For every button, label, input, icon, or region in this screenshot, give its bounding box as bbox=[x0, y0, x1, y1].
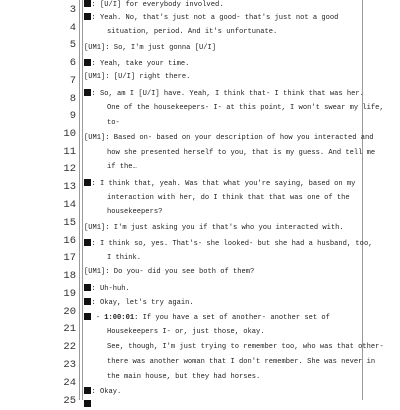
line-number: 21 bbox=[63, 323, 76, 335]
speaker-label: [UM1] bbox=[84, 44, 106, 52]
line-number: 10 bbox=[63, 128, 76, 140]
redaction-block bbox=[84, 0, 91, 7]
line-text: I think. bbox=[107, 254, 142, 262]
line-number: 18 bbox=[63, 270, 76, 282]
speaker-label: [UM1] bbox=[84, 224, 106, 232]
transcript-line bbox=[84, 268, 254, 277]
line-text: : Uh-huh. bbox=[91, 285, 130, 293]
redaction-block bbox=[84, 179, 91, 186]
transcript-line bbox=[84, 387, 121, 397]
line-text: interaction with her, do I think that that was one of the bbox=[107, 194, 350, 202]
redaction-block bbox=[84, 313, 91, 320]
line-text: : Okay, let's try again. bbox=[91, 299, 194, 307]
transcript-line bbox=[107, 28, 277, 37]
line-number: 25 bbox=[63, 395, 76, 407]
line-text: there was another woman that I don't remember. She was never in bbox=[107, 358, 376, 366]
line-number: 8 bbox=[69, 93, 76, 105]
speaker-label: [UM1] bbox=[84, 134, 106, 142]
transcript-line bbox=[84, 89, 364, 99]
line-number: 6 bbox=[69, 57, 76, 69]
line-number: 24 bbox=[63, 377, 76, 389]
line-text: One of the housekeepers- I- at this point, I won't swear my life, bbox=[107, 104, 384, 112]
left-margin-rule bbox=[79, 0, 80, 400]
line-text: : Yeah. No, that's just not a good- that's just not a good bbox=[91, 14, 339, 22]
line-number: 5 bbox=[69, 39, 76, 51]
line-text: : So, I'm just gonna [U/I] bbox=[105, 44, 216, 52]
line-number: 11 bbox=[63, 146, 76, 158]
line-text: the main house, but they had horses. bbox=[107, 373, 261, 381]
transcript-line bbox=[84, 284, 130, 294]
line-text: if the… bbox=[107, 163, 137, 171]
line-text: : [U/I] for everybody involved. bbox=[91, 1, 224, 9]
transcript-line bbox=[107, 119, 120, 128]
transcript-line bbox=[84, 59, 189, 69]
redaction-block bbox=[84, 239, 91, 246]
line-number: 3 bbox=[69, 4, 76, 16]
transcript-line bbox=[84, 73, 190, 82]
right-margin-rule bbox=[362, 0, 363, 400]
speaker-label: [UM1] bbox=[84, 73, 106, 81]
transcript-line bbox=[84, 134, 373, 143]
redaction-block bbox=[84, 387, 91, 394]
line-number: 20 bbox=[63, 306, 76, 318]
transcript-line bbox=[107, 208, 162, 217]
line-number: 14 bbox=[63, 199, 76, 211]
line-text: situation, period. And it's unfortunate. bbox=[107, 28, 278, 36]
speaker-label: [UM1] bbox=[84, 268, 106, 276]
line-number: 7 bbox=[69, 75, 76, 87]
line-text: Housekeepers I- or, just those, okay. bbox=[107, 328, 265, 336]
transcript-text bbox=[84, 0, 384, 400]
transcript-line bbox=[84, 224, 344, 233]
line-number: 22 bbox=[63, 341, 76, 353]
line-text: : Do you- did you see both of them? bbox=[105, 268, 255, 276]
line-text: housekeepers? bbox=[107, 208, 163, 216]
line-number: 17 bbox=[63, 252, 76, 264]
redaction-block bbox=[84, 59, 91, 66]
line-text: : Okay. bbox=[91, 388, 122, 396]
timestamp: 1:00:01 bbox=[104, 314, 135, 322]
line-text: to- bbox=[107, 119, 120, 127]
line-number: 9 bbox=[69, 110, 76, 122]
line-number-gutter bbox=[0, 0, 78, 407]
line-text: : Based on- based on your description of how you interacted and bbox=[105, 134, 374, 142]
transcript-line bbox=[84, 44, 216, 53]
left-margin-rule-inner bbox=[82, 0, 83, 400]
transcript-line bbox=[107, 328, 265, 337]
line-text: : Yeah, take your time. bbox=[91, 60, 190, 68]
transcript-line bbox=[107, 254, 141, 263]
line-text: : [U/I] right there. bbox=[105, 73, 191, 81]
redaction-block bbox=[84, 89, 91, 96]
transcript-line bbox=[84, 0, 223, 10]
line-number: 16 bbox=[63, 235, 76, 247]
line-number: 12 bbox=[63, 163, 76, 175]
line-text: : I think so, yes. That's- she looked- but she had a husband, too, bbox=[91, 240, 373, 248]
line-text: : I'm just asking you if that's who you interacted with. bbox=[105, 224, 344, 232]
transcript-line bbox=[107, 343, 384, 352]
transcript-line bbox=[84, 13, 338, 23]
line-text: : So, am I [U/I] have. Yeah, I think that- I think that was her. bbox=[91, 90, 364, 98]
line-number: 13 bbox=[63, 181, 76, 193]
line-text: : I think that, yeah. Was that what you're saying, based on my bbox=[91, 180, 356, 188]
line-number: 19 bbox=[63, 288, 76, 300]
line-text: See, though, I'm just trying to remember too, who was that other- bbox=[107, 343, 384, 351]
transcript-line bbox=[107, 358, 375, 367]
redaction-block bbox=[84, 298, 91, 305]
line-text: how she presented herself to you, that is my guess. And tell me bbox=[107, 149, 376, 157]
transcript-line bbox=[84, 313, 330, 323]
transcript-line bbox=[107, 373, 260, 382]
transcript-line bbox=[84, 400, 92, 410]
transcript-line bbox=[84, 298, 194, 308]
transcript-line bbox=[84, 239, 372, 249]
transcript-line bbox=[107, 149, 375, 158]
timestamp-separator: - bbox=[91, 314, 105, 322]
redaction-block bbox=[84, 13, 91, 20]
transcript-line bbox=[84, 179, 355, 189]
transcript-line bbox=[107, 163, 137, 172]
line-number: 4 bbox=[69, 22, 76, 34]
line-number: 15 bbox=[63, 217, 76, 229]
transcript-line bbox=[107, 194, 350, 203]
transcript-line bbox=[107, 104, 384, 113]
redaction-block bbox=[84, 400, 91, 407]
redaction-block bbox=[84, 284, 91, 291]
line-text: : If you have a set of another- another set of bbox=[134, 314, 330, 322]
line-number: 23 bbox=[63, 359, 76, 371]
